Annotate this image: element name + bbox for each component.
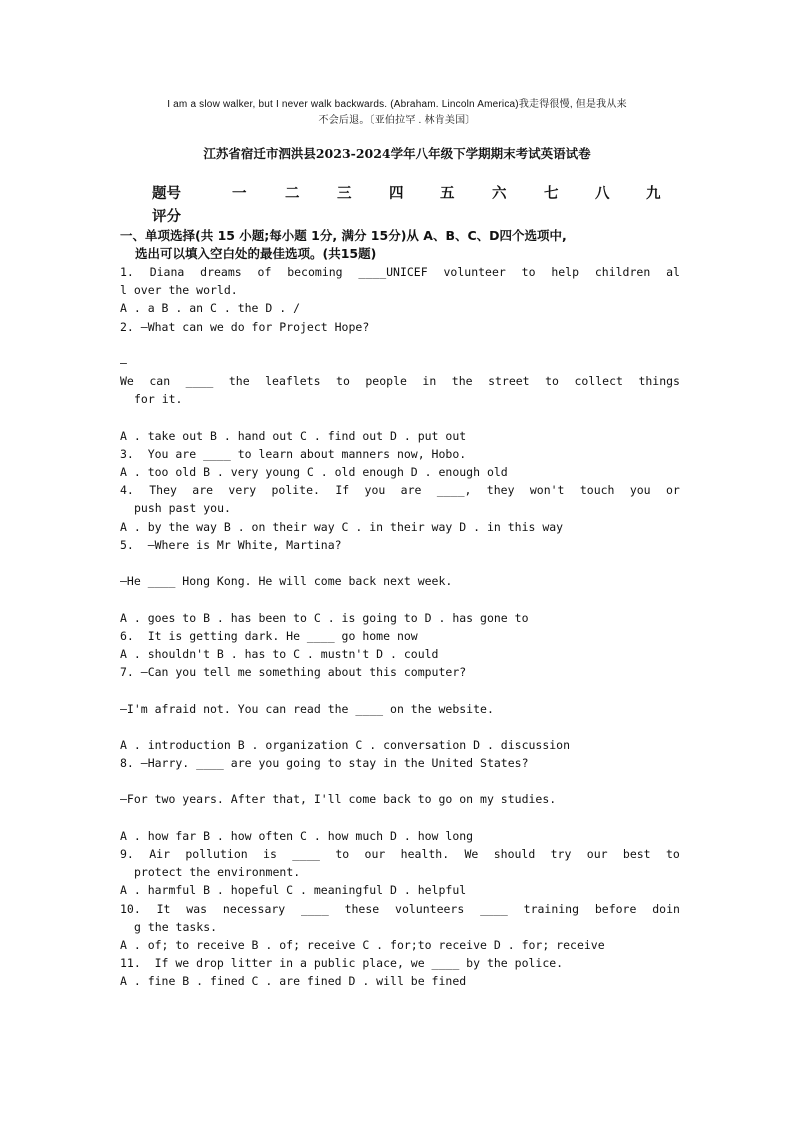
score-table-col-4: 四 xyxy=(389,186,404,202)
word: dreams xyxy=(200,265,242,279)
word: are xyxy=(192,483,214,498)
q5-stem: 5. —Where is Mr White, Martina? xyxy=(120,537,342,552)
motto-quote xyxy=(110,97,684,129)
word: before xyxy=(594,901,637,916)
word: doin xyxy=(652,901,680,916)
word: children xyxy=(594,265,651,279)
word: these xyxy=(344,901,380,916)
spacer xyxy=(120,409,680,427)
word: training xyxy=(523,901,580,916)
spacer xyxy=(120,809,680,827)
word: people xyxy=(365,374,407,389)
word: touch xyxy=(579,483,615,498)
word: al xyxy=(666,265,680,279)
q8-options: A . how far B . how often C . how much D . how long xyxy=(120,828,474,843)
word: We xyxy=(464,847,479,861)
word: collect xyxy=(574,374,623,389)
q11-options: A . fine B . fined C . are fined D . will be fined xyxy=(120,974,467,989)
q6-options: A . shouldn't B . has to C . mustn't D . could xyxy=(120,646,439,661)
q10-options: A . of; to receive B . of; receive C . for;to receive D . for; receive xyxy=(120,937,605,952)
q3-stem: 3. You are ____ to learn about manners now, Hobo. xyxy=(120,446,467,461)
score-table-col-5: 五 xyxy=(440,186,455,202)
section-1-line-2: 选出可以填入空白处的最佳选项。(共15题) xyxy=(135,246,377,261)
word: ____, xyxy=(436,483,472,498)
word: ____ xyxy=(301,901,329,916)
q7-stem: 7. —Can you tell me something about this computer? xyxy=(120,665,467,680)
word: If xyxy=(335,483,350,498)
word: you xyxy=(629,483,651,498)
motto-line-2: 不会后退。〔亚伯拉罕 . 林肯美国〕 xyxy=(318,115,476,126)
word: very xyxy=(228,483,257,498)
word: 10. xyxy=(120,901,141,916)
word: to xyxy=(665,847,680,861)
q7-reply: —I'm afraid not. You can read the ____ on the website. xyxy=(120,701,494,716)
word: 9. xyxy=(120,847,134,861)
q8-stem: 8. —Harry. ____ are you going to stay in the United States? xyxy=(120,756,529,771)
word: necessary xyxy=(222,901,286,916)
q9-stem-line-2: protect the environment. xyxy=(134,865,301,880)
score-table-score-label: 评分 xyxy=(152,209,181,225)
word: polite. xyxy=(271,483,320,498)
q6-stem: 6. It is getting dark. He ____ go home now xyxy=(120,628,418,643)
q2-stem: 2. —What can we do for Project Hope? xyxy=(120,319,370,334)
word: ____UNICEF xyxy=(358,265,428,279)
q5-reply: —He ____ Hong Kong. He will come back next week. xyxy=(120,574,453,589)
word: in xyxy=(422,374,437,389)
section-1-instructions xyxy=(120,227,680,263)
word: health. xyxy=(400,847,450,861)
score-table-col-7: 七 xyxy=(544,186,559,202)
score-table-col-8: 八 xyxy=(595,186,610,202)
score-table-col-1: 一 xyxy=(232,186,247,202)
word: We xyxy=(120,374,134,389)
q1-stem-line-2: l over the world. xyxy=(120,283,238,298)
word: ____ xyxy=(292,847,320,861)
spacer xyxy=(120,772,680,790)
q4-stem-line-2: push past you. xyxy=(134,501,231,516)
word: you xyxy=(364,483,386,498)
score-table-col-9: 九 xyxy=(646,186,661,202)
q4-options: A . by the way B . on their way C . in their way D . in this way xyxy=(120,519,564,534)
word: won't xyxy=(529,483,565,498)
word: 1. xyxy=(120,265,134,279)
word: are xyxy=(400,483,422,498)
word: to xyxy=(336,374,350,389)
q4-stem-line-1 xyxy=(120,481,680,499)
spacer xyxy=(120,681,680,699)
word: things xyxy=(638,374,680,389)
score-table-header-row xyxy=(152,182,672,202)
q2-options: A . take out B . hand out C . find out D . put out xyxy=(120,428,467,443)
word: to xyxy=(545,374,559,389)
word: volunteer xyxy=(443,265,506,279)
word: can xyxy=(149,374,171,389)
score-table-row-label: 题号 xyxy=(152,186,181,202)
word: should xyxy=(493,847,536,861)
q9-stem-line-1 xyxy=(120,845,680,863)
exam-title: 江苏省宿迁市泗洪县2023-2024学年八年级下学期期末考试英语试卷 xyxy=(203,146,591,161)
section-1-line-1: 一、单项选择(共 15 小题;每小题 1分, 满分 15分)从 A、B、C、D四个选项中, xyxy=(120,228,567,243)
score-table-col-6: 六 xyxy=(492,186,507,202)
word: 4. xyxy=(120,483,134,498)
q9-options: A . harmful B . hopeful C . meaningful D . helpful xyxy=(120,883,467,898)
q11-stem: 11. If we drop litter in a public place, we ____ by the police. xyxy=(120,956,564,971)
word: best xyxy=(622,847,651,861)
word: the xyxy=(228,374,250,389)
q1-options: A . a B . an C . the D . / xyxy=(120,301,301,316)
word: street xyxy=(488,374,530,389)
spacer xyxy=(120,336,680,354)
q2-reply-line-2: for it. xyxy=(134,392,183,407)
q5-options: A . goes to B . has been to C . is going to D . has gone to xyxy=(120,610,529,625)
word: ____ xyxy=(185,374,214,389)
word: Air xyxy=(149,847,170,861)
q7-options: A . introduction B . organization C . conversation D . discussion xyxy=(120,737,571,752)
q2-dash: — xyxy=(120,355,127,370)
word: leaflets xyxy=(265,374,321,389)
word: of xyxy=(257,265,272,279)
score-table-col-2: 二 xyxy=(285,186,300,202)
word: help xyxy=(551,265,580,279)
word: is xyxy=(263,847,277,861)
word: the xyxy=(451,374,473,389)
word: pollution xyxy=(185,847,248,861)
word: volunteers xyxy=(395,901,465,916)
spacer xyxy=(120,590,680,608)
q10-stem-line-1 xyxy=(120,900,680,918)
word: to xyxy=(521,265,536,279)
word: It xyxy=(156,901,171,916)
word: to xyxy=(335,847,350,861)
spacer xyxy=(120,718,680,736)
word: they xyxy=(486,483,515,498)
q1-stem-line-1 xyxy=(120,263,680,281)
q8-reply: —For two years. After that, I'll come back to go on my studies. xyxy=(120,792,557,807)
q3-options: A . too old B . very young C . old enough D . enough old xyxy=(120,465,508,480)
spacer xyxy=(120,554,680,572)
questions-list xyxy=(120,263,680,991)
word: Diana xyxy=(149,265,185,279)
q10-stem-line-2: g the tasks. xyxy=(134,919,218,934)
q2-reply-line-1 xyxy=(120,372,680,390)
word: They xyxy=(149,483,177,498)
word: our xyxy=(586,847,608,861)
motto-line-1: I am a slow walker, but I never walk backwards. (Abraham. Lincoln America)我走得很慢, 但是我从来 xyxy=(167,99,627,110)
word: ____ xyxy=(480,901,508,916)
word: try xyxy=(550,847,572,861)
word: our xyxy=(364,847,386,861)
word: becoming xyxy=(287,265,343,279)
word: was xyxy=(186,901,208,916)
word: or xyxy=(665,483,680,498)
score-table-col-3: 三 xyxy=(337,186,352,202)
